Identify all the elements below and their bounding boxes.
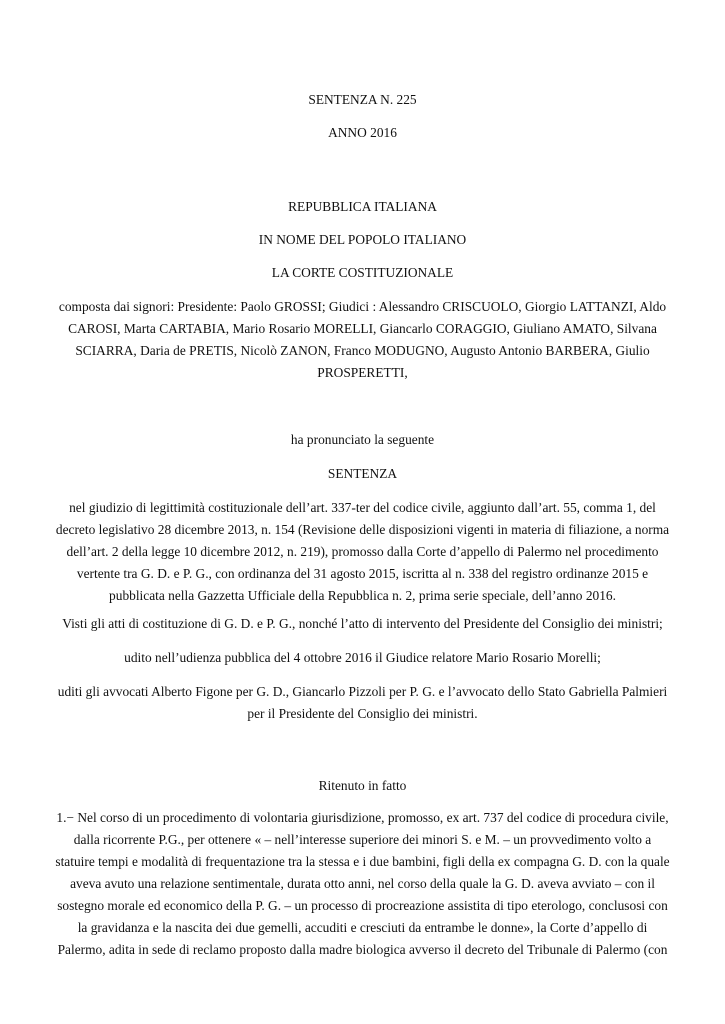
text-line: composta dai signori: Presidente: Paolo GROSSI; Giudici : Alessandro CRISCUOLO, Giorgio LATTANZI, Aldo bbox=[58, 299, 667, 314]
visti-paragraph bbox=[0, 613, 725, 635]
text-line: udito nell’udienza pubblica del 4 ottobre 2016 il Giudice relatore Mario Rosario Morelli; bbox=[124, 650, 601, 665]
text-line: statuire tempi e modalità di frequentazione tra la stessa e i due bambini, figli della ex compagna G. D. con la quale bbox=[55, 854, 670, 869]
sentenza-heading-text: SENTENZA bbox=[327, 466, 398, 481]
text-line: 1.− Nel corso di un procedimento di volontaria giurisdizione, promosso, ex art. 737 del codice di procedura civile, bbox=[56, 810, 669, 825]
text-line: pubblicata nella Gazzetta Ufficiale della Repubblica n. 2, prima serie speciale, dell’anno 2016. bbox=[109, 588, 616, 603]
republic-text: REPUBBLICA ITALIANA bbox=[288, 199, 437, 214]
in-name-text: IN NOME DEL POPOLO ITALIANO bbox=[258, 232, 467, 247]
text-line: sostegno morale ed economico della P. G. – un processo di procreazione assistita di tipo eterologo, conclusosi con bbox=[57, 898, 668, 913]
text-line: per il Presidente del Consiglio dei ministri. bbox=[247, 706, 478, 721]
in-name-heading bbox=[0, 229, 725, 251]
text-line: SCIARRA, Daria de PRETIS, Nicolò ZANON, Franco MODUGNO, Augusto Antonio BARBERA, Giulio bbox=[75, 343, 650, 358]
uditi-paragraph bbox=[0, 681, 725, 725]
text-line: Visti gli atti di costituzione di G. D. e P. G., nonché l’atto di intervento del Presidente del Consiglio dei ministri; bbox=[62, 616, 663, 631]
republic-heading bbox=[0, 196, 725, 218]
text-line: dell’art. 2 della legge 10 dicembre 2012, n. 219), promosso dalla Corte d’appello di Palermo nel procedimento bbox=[66, 544, 659, 559]
section-heading bbox=[0, 775, 725, 797]
court-heading bbox=[0, 262, 725, 284]
pronounced-line bbox=[0, 429, 725, 451]
text-line: la gravidanza e la nascita dei due gemelli, accuditi e cresciuti da entrambe le donne», la Corte d’appello di bbox=[77, 920, 648, 935]
sentenza-number-text: SENTENZA N. 225 bbox=[308, 92, 417, 107]
text-line: Palermo, adita in sede di reclamo proposto dalla madre biologica avverso il decreto del Tribunale di Palermo (con bbox=[57, 942, 668, 957]
paragraph-1 bbox=[0, 807, 725, 961]
text-line: aveva avuto una relazione sentimentale, durata otto anni, nel corso della quale la G. D. aveva avviato – con il bbox=[70, 876, 655, 891]
section-heading-text: Ritenuto in fatto bbox=[318, 778, 407, 793]
year bbox=[0, 122, 725, 144]
text-line: decreto legislativo 28 dicembre 2013, n. 154 (Revisione delle disposizioni vigenti in materia di filiazione, a norma bbox=[55, 522, 670, 537]
text-line: PROSPERETTI, bbox=[317, 365, 408, 380]
composition-paragraph bbox=[0, 296, 725, 384]
text-line: CAROSI, Marta CARTABIA, Mario Rosario MORELLI, Giancarlo CORAGGIO, Giuliano AMATO, Silvana bbox=[68, 321, 657, 336]
text-line: dalla ricorrente P.G., per ottenere « – nell’interesse superiore dei minori S. e M. – un provvedimento volto a bbox=[73, 832, 652, 847]
text-line: vertente tra G. D. e P. G., con ordinanza del 31 agosto 2015, iscritta al n. 338 del registro ordinanze 2015 e bbox=[76, 566, 649, 581]
sentenza-heading bbox=[0, 463, 725, 485]
pronounced-text: ha pronunciato la seguente bbox=[290, 432, 435, 447]
text-line: uditi gli avvocati Alberto Figone per G. D., Giancarlo Pizzoli per P. G. e l’avvocato dello Stato Gabriella Palmieri bbox=[57, 684, 668, 699]
year-text: ANNO 2016 bbox=[328, 125, 397, 140]
court-text: LA CORTE COSTITUZIONALE bbox=[271, 265, 454, 280]
judgment-paragraph bbox=[0, 497, 725, 607]
udito-paragraph bbox=[0, 647, 725, 669]
sentenza-number bbox=[0, 89, 725, 111]
text-line: nel giudizio di legittimità costituzionale dell’art. 337-ter del codice civile, aggiunto dall’art. 55, comma 1, del bbox=[69, 500, 656, 515]
